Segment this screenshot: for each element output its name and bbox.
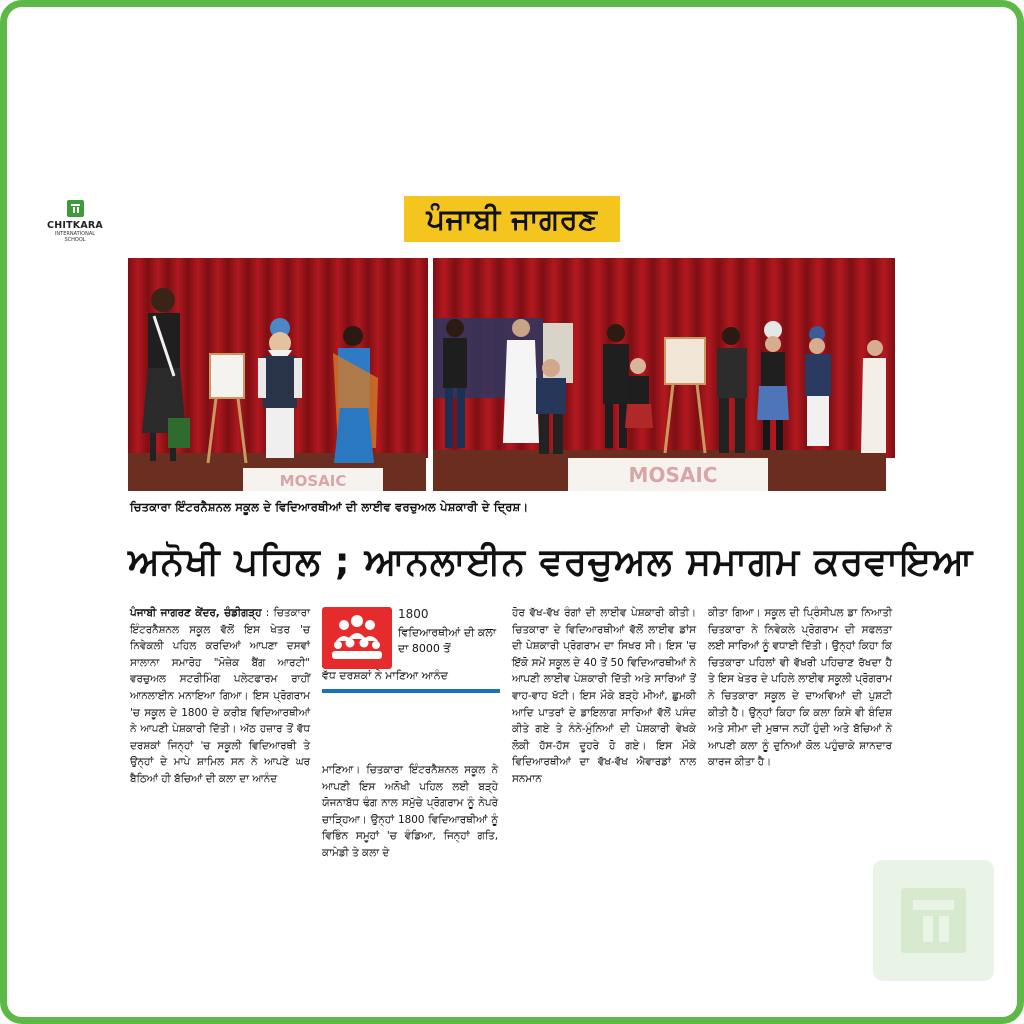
article-column-1 — [130, 605, 310, 827]
logo-sub-2: SCHOOL — [64, 237, 86, 243]
event-photo-left — [128, 258, 426, 491]
right-banner-text: MOSAIC — [628, 463, 718, 487]
article-byline: ਪੰਜਾਬੀ ਜਾਗਰਣ ਕੇਂਦਰ, ਚੰਡੀਗੜ੍ਹ — [130, 607, 262, 619]
highlight-number: 1800 — [398, 607, 429, 621]
article-headline: ਅਨੋਖੀ ਪਹਿਲ ; ਆਨਲਾਈਨ ਵਰਚੁਅਲ ਸਮਾਗਮ ਕਰਵਾਇਆ — [128, 540, 974, 583]
logo-sub-1: INTERNATIONAL — [54, 231, 96, 237]
audience-icon — [322, 607, 392, 669]
photo-caption: ਚਿਤਕਾਰਾ ਇੰਟਰਨੈਸ਼ਨਲ ਸਕੂਲ ਦੇ ਵਿਦਿਆਰਥੀਆਂ ਦੀ ਲਾਈਵ ਵਰਚੁਅਲ ਪੇਸ਼ਕਾਰੀ ਦੇ ਦ੍ਰਿਸ਼। — [130, 500, 529, 514]
event-photo-right — [433, 258, 886, 491]
article-column-4: ਕੀਤਾ ਗਿਆ। ਸਕੂਲ ਦੀ ਪ੍ਰਿੰਸੀਪਲ ਡਾ ਨਿਆਤੀ ਚਿਤਕਾਰਾ ਨੇ ਨਿਵੇਕਲੇ ਪ੍ਰੋਗਰਾਮ ਦੀ ਸਫਲਤਾ ਲਈ ਸਾਰਿਆਂ ਨੂੰ ਵਧਾਈ ਦਿੱਤੀ। ਉਨ੍ਹਾਂ ਕਿਹਾ ਕਿ ਚਿਤਕਾਰਾ ਪਹਿਲਾਂ ਵੀ ਵੱਖਰੀ ਪਹਿਚਾਣ ਰੱਖਦਾ ਹੈ ਤੇ ਇਸ ਖੇਤਰ ਦੇ ਪਹਿਲੇ ਲਾਈਵ ਸਕੂਲੀ ਪ੍ਰੋਗਰਾਮ ਨੇ ਚਿਤਕਾਰਾ ਸਕੂਲ ਦੇ ਦਾਅਵਿਆਂ ਦੀ ਪੁਸ਼ਟੀ ਕੀਤੀ ਹੈ। ਉਨ੍ਹਾਂ ਕਿਹਾ ਕਿ ਕਲਾ ਕਿਸੇ ਵੀ ਬੰਦਿਸ਼ ਅਤੇ ਸੀਮਾ ਦੀ ਮੁਥਾਜ ਨਹੀਂ ਹੁੰਦੀ ਅਤੇ ਬੱਚਿਆਂ ਨੇ ਆਪਣੀ ਕਲਾ ਨੂੰ ਦੁਨਿਆਂ ਕੋਲ ਪਹੁੰਚਾਕੇ ਸ਼ਾਨਦਾਰ ਕਾਰਜ ਕੀਤਾ ਹੈ। — [708, 607, 892, 769]
chitkara-logo — [44, 200, 106, 243]
article-column-2: ਮਾਣਿਆ। ਚਿਤਕਾਰਾ ਇੰਟਰਨੈਸ਼ਨਲ ਸਕੂਲ ਨੇ ਆਪਣੀ ਇਸ ਅਨੋਖੀ ਪਹਿਲ ਲਈ ਬੜ੍ਹੇ ਯੋਜਨਾਬੱਧ ਢੰਗ ਨਾਲ ਸਮੁੱਚੇ ਪ੍ਰੋਗਰਾਮ ਨੂੰ ਨੇਪਰੇ ਚਾੜ੍ਹਿਆ। ਉਨ੍ਹਾਂ 1800 ਵਿਦਿਆਰਥੀਆਂ ਨੂੰ ਵਿਭਿੰਨ ਸਮੂਹਾਂ 'ਚ ਵੰਡਿਆ, ਜਿਨ੍ਹਾਂ ਗਤਿ, ਕਾਮੇਡੀ ਤੇ ਕਲਾ ਦੇ — [322, 764, 498, 859]
highlight-text: ਵਿਦਿਆਰਥੀਆਂ ਦੀ ਕਲਾ ਦਾ 8000 ਤੋਂ — [398, 626, 496, 655]
left-banner-text: MOSAIC — [279, 472, 347, 490]
newspaper-masthead: ਪੰਜਾਬੀ ਜਾਗਰਣ — [404, 196, 620, 242]
logo-name: CHITKARA — [47, 220, 103, 231]
chitkara-watermark-icon — [873, 860, 994, 981]
highlight-rule — [322, 689, 500, 693]
article-column-3: ਹੋਰ ਵੱਖ-ਵੱਖ ਰੰਗਾਂ ਦੀ ਲਾਈਵ ਪੇਸ਼ਕਾਰੀ ਕੀਤੀ। ਚਿਤਕਾਰਾ ਦੇ ਵਿਦਿਆਰਥੀਆਂ ਵੱਲੋਂ ਲਾਈਵ ਡਾਂਸ ਦੀ ਪੇਸ਼ਕਾਰੀ ਪ੍ਰੋਗਰਾਮ ਦਾ ਸਿਖਰ ਸੀ। ਇਸ 'ਚ ਇੱਕੋ ਸਮੇਂ ਸਕੂਲ ਦੇ 40 ਤੋਂ 50 ਵਿਦਿਆਰਥੀਆਂ ਨੇ ਆਪਣੀ ਲਾਈਵ ਪੇਸ਼ਕਾਰੀ ਦਿੱਤੀ ਅਤੇ ਸਾਰਿਆਂ ਤੋਂ ਵਾਹ-ਵਾਹ ਖੱਟੀ। ਇਸ ਮੌਕੇ ਬੜ੍ਹੇ ਮੀਆਂ, ਛੁਮਕੀ ਆਦਿ ਪਾਤਰਾਂ ਦੇ ਡਾਇਲਾਗ ਸਾਰਿਆਂ ਵੱਲੋਂ ਪਸੰਦ ਕੀਤੇ ਗਏ ਤੇ ਨੰਨੇ-ਮੁੰਨਿਆਂ ਦੀ ਪੇਸ਼ਕਾਰੀ ਵੇਖਕੇ ਲੋਕੀ ਹੱਸ-ਹੱਸ ਦੂਹਰੇ ਹੋ ਗਏ। ਇਸ ਮੌਕੇ ਵਿਦਿਆਰਥੀਆਂ ਦਾ ਵੱਖ-ਵੱਖ ਐਵਾਰਡਾਂ ਨਾਲ ਸਨਮਾਨ — [512, 607, 696, 785]
chitkara-logo-icon — [67, 200, 84, 217]
highlight-caption: ਵੱਧ ਦਰਸ਼ਕਾਂ ਨੇ ਮਾਣਿਆ ਆਨੰਦ — [322, 669, 448, 682]
column-1-text: : ਚਿਤਕਾਰਾ ਇੰਟਰਨੈਸ਼ਨਲ ਸਕੂਲ ਵੱਲੋਂ ਇਸ ਖੇਤਰ 'ਚ ਨਿਵੇਕਲੀ ਪਹਿਲ ਕਰਦਿਆਂ ਆਪਣਾ ਦਸਵਾਂ ਸਾਲਾਨਾ ਸਮਾਰੋਹ "ਮੋਜ਼ੇਕ ਬੈਂਗ ਆਰਟੀ" ਵਰਚੁਅਲ ਸਟਰੀਮਿੰਗ ਪਲੇਟਫਾਰਮ ਰਾਹੀਂ ਆਨਲਾਈਨ ਮਨਾਇਆ ਗਿਆ। ਇਸ ਪ੍ਰੋਗਰਾਮ 'ਚ ਸਕੂਲ ਦੇ 1800 ਦੇ ਕਰੀਬ ਵਿਦਿਆਰਥੀਆਂ ਨੇ ਆਪਣੀ ਪੇਸ਼ਕਾਰੀ ਦਿੱਤੀ। ਅੱਠ ਹਜ਼ਾਰ ਤੋਂ ਵੱਧ ਦਰਸ਼ਕਾਂ ਜਿਨ੍ਹਾਂ 'ਚ ਸਕੂਲੀ ਵਿਦਿਆਰਥੀ ਤੇ ਉਨ੍ਹਾਂ ਦੇ ਮਾਪੇ ਸ਼ਾਮਿਲ ਸਨ ਨੇ ਆਪਣੇ ਘਰ ਬੈਠਿਆਂ ਹੀ ਬੱਚਿਆਂ ਦੀ ਕਲਾ ਦਾ ਆਨੰਦ — [130, 607, 310, 785]
